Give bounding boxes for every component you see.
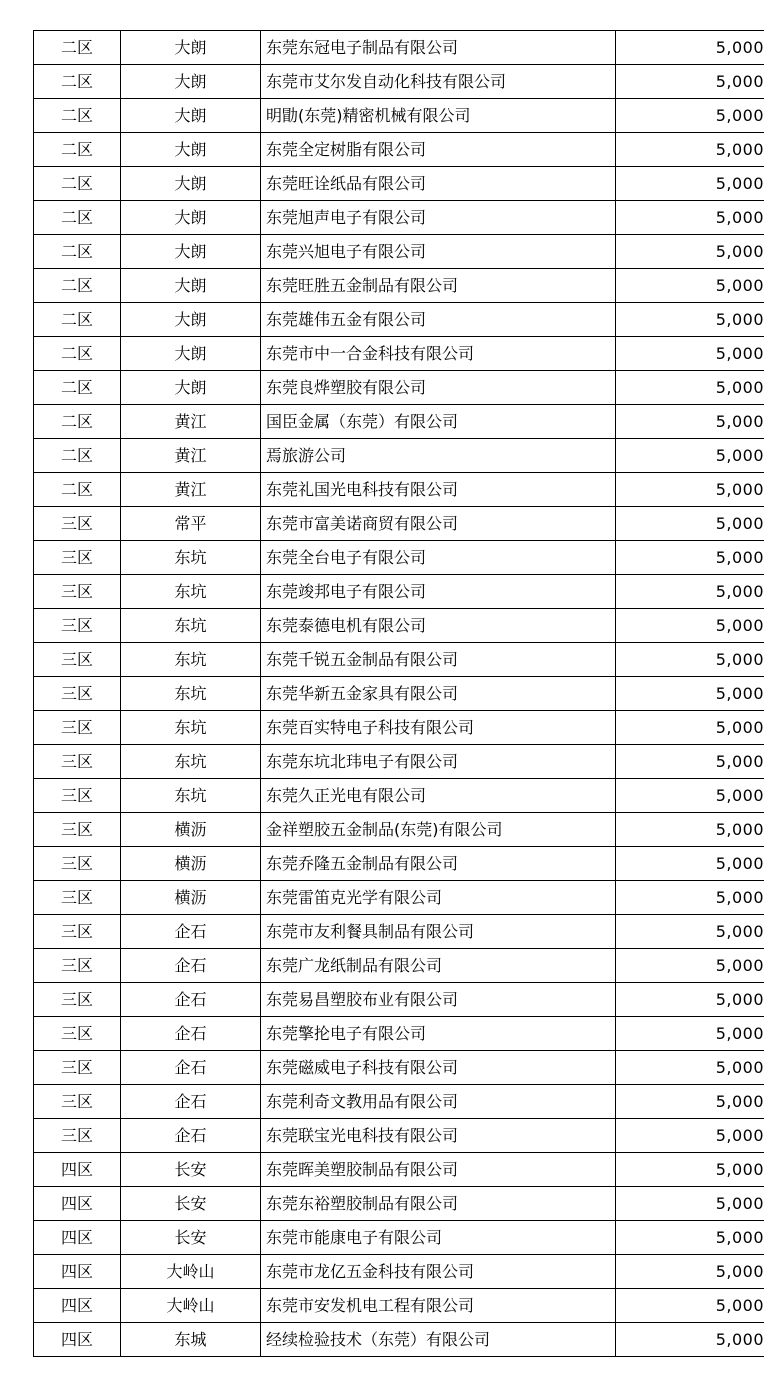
district-cell: 三区 xyxy=(34,1119,121,1153)
table-row xyxy=(34,779,764,813)
table-row xyxy=(34,575,764,609)
company-name-cell: 东莞旭声电子有限公司 xyxy=(261,201,616,235)
town-cell: 企石 xyxy=(121,915,261,949)
company-name-cell: 东莞市艾尔发自动化科技有限公司 xyxy=(261,65,616,99)
table-row xyxy=(34,1051,764,1085)
company-name-cell: 东莞良烨塑胶有限公司 xyxy=(261,371,616,405)
company-name-cell: 东莞东冠电子制品有限公司 xyxy=(261,31,616,65)
company-name-cell: 东莞全定树脂有限公司 xyxy=(261,133,616,167)
amount-cell: 5,000 xyxy=(616,1119,764,1153)
amount-cell: 5,000 xyxy=(616,439,764,473)
town-cell: 大朗 xyxy=(121,167,261,201)
company-name-cell: 东莞久正光电有限公司 xyxy=(261,779,616,813)
town-cell: 大朗 xyxy=(121,303,261,337)
district-cell: 三区 xyxy=(34,847,121,881)
town-cell: 大朗 xyxy=(121,201,261,235)
town-cell: 东坑 xyxy=(121,677,261,711)
amount-cell: 5,000 xyxy=(616,643,764,677)
amount-cell: 5,000 xyxy=(616,201,764,235)
district-cell: 四区 xyxy=(34,1323,121,1357)
amount-cell: 5,000 xyxy=(616,779,764,813)
company-name-cell: 东莞华新五金家具有限公司 xyxy=(261,677,616,711)
company-name-cell: 东莞乔隆五金制品有限公司 xyxy=(261,847,616,881)
table-row xyxy=(34,31,764,65)
company-name-cell: 国臣金属（东莞）有限公司 xyxy=(261,405,616,439)
district-cell: 三区 xyxy=(34,609,121,643)
company-name-cell: 东莞竣邦电子有限公司 xyxy=(261,575,616,609)
table-row xyxy=(34,405,764,439)
amount-cell: 5,000 xyxy=(616,65,764,99)
table-row xyxy=(34,1255,764,1289)
table-row xyxy=(34,983,764,1017)
table-row xyxy=(34,439,764,473)
town-cell: 大岭山 xyxy=(121,1255,261,1289)
table-row xyxy=(34,371,764,405)
town-cell: 企石 xyxy=(121,1085,261,1119)
table-row xyxy=(34,269,764,303)
amount-cell: 5,000 xyxy=(616,983,764,1017)
district-cell: 三区 xyxy=(34,507,121,541)
town-cell: 东坑 xyxy=(121,541,261,575)
amount-cell: 5,000 xyxy=(616,99,764,133)
amount-cell: 5,000 xyxy=(616,915,764,949)
district-cell: 三区 xyxy=(34,745,121,779)
table-row xyxy=(34,609,764,643)
district-cell: 二区 xyxy=(34,201,121,235)
town-cell: 企石 xyxy=(121,949,261,983)
table-row xyxy=(34,711,764,745)
district-cell: 三区 xyxy=(34,779,121,813)
table-row xyxy=(34,1153,764,1187)
district-cell: 二区 xyxy=(34,371,121,405)
company-name-cell: 东莞市能康电子有限公司 xyxy=(261,1221,616,1255)
company-name-cell: 东莞利奇文教用品有限公司 xyxy=(261,1085,616,1119)
company-name-cell: 东莞广龙纸制品有限公司 xyxy=(261,949,616,983)
amount-cell: 5,000 xyxy=(616,847,764,881)
town-cell: 长安 xyxy=(121,1221,261,1255)
table-row xyxy=(34,1289,764,1323)
town-cell: 东坑 xyxy=(121,643,261,677)
town-cell: 大岭山 xyxy=(121,1289,261,1323)
town-cell: 长安 xyxy=(121,1187,261,1221)
district-cell: 二区 xyxy=(34,473,121,507)
district-cell: 四区 xyxy=(34,1187,121,1221)
table-row xyxy=(34,337,764,371)
town-cell: 黄江 xyxy=(121,405,261,439)
amount-cell: 5,000 xyxy=(616,1051,764,1085)
amount-cell: 5,000 xyxy=(616,677,764,711)
company-name-cell: 东莞市龙亿五金科技有限公司 xyxy=(261,1255,616,1289)
town-cell: 大朗 xyxy=(121,337,261,371)
amount-cell: 5,000 xyxy=(616,949,764,983)
amount-cell: 5,000 xyxy=(616,881,764,915)
district-cell: 二区 xyxy=(34,405,121,439)
town-cell: 大朗 xyxy=(121,65,261,99)
town-cell: 横沥 xyxy=(121,813,261,847)
table-row xyxy=(34,167,764,201)
district-cell: 三区 xyxy=(34,983,121,1017)
table-body xyxy=(34,31,764,1357)
district-cell: 三区 xyxy=(34,575,121,609)
amount-cell: 5,000 xyxy=(616,31,764,65)
district-cell: 二区 xyxy=(34,167,121,201)
town-cell: 黄江 xyxy=(121,439,261,473)
amount-cell: 5,000 xyxy=(616,167,764,201)
company-name-cell: 东莞泰德电机有限公司 xyxy=(261,609,616,643)
table-row xyxy=(34,847,764,881)
table-row xyxy=(34,201,764,235)
district-cell: 三区 xyxy=(34,881,121,915)
company-name-cell: 东莞旺诠纸品有限公司 xyxy=(261,167,616,201)
town-cell: 大朗 xyxy=(121,269,261,303)
company-name-cell: 东莞擎抡电子有限公司 xyxy=(261,1017,616,1051)
company-name-cell: 东莞千锐五金制品有限公司 xyxy=(261,643,616,677)
company-name-cell: 东莞兴旭电子有限公司 xyxy=(261,235,616,269)
district-cell: 二区 xyxy=(34,65,121,99)
table-row xyxy=(34,473,764,507)
district-cell: 四区 xyxy=(34,1153,121,1187)
table-row xyxy=(34,1085,764,1119)
table-row xyxy=(34,1017,764,1051)
table-row xyxy=(34,745,764,779)
table-row xyxy=(34,235,764,269)
company-name-cell: 经续检验技术（东莞）有限公司 xyxy=(261,1323,616,1357)
enterprise-list-table xyxy=(33,30,764,1357)
town-cell: 东城 xyxy=(121,1323,261,1357)
district-cell: 二区 xyxy=(34,303,121,337)
district-cell: 三区 xyxy=(34,813,121,847)
amount-cell: 5,000 xyxy=(616,1017,764,1051)
amount-cell: 5,000 xyxy=(616,575,764,609)
table-row xyxy=(34,1119,764,1153)
town-cell: 企石 xyxy=(121,983,261,1017)
table-row xyxy=(34,643,764,677)
district-cell: 三区 xyxy=(34,711,121,745)
town-cell: 横沥 xyxy=(121,847,261,881)
company-name-cell: 东莞全台电子有限公司 xyxy=(261,541,616,575)
town-cell: 东坑 xyxy=(121,575,261,609)
town-cell: 常平 xyxy=(121,507,261,541)
district-cell: 二区 xyxy=(34,31,121,65)
town-cell: 黄江 xyxy=(121,473,261,507)
amount-cell: 5,000 xyxy=(616,745,764,779)
table-row xyxy=(34,65,764,99)
amount-cell: 5,000 xyxy=(616,1289,764,1323)
town-cell: 大朗 xyxy=(121,133,261,167)
district-cell: 二区 xyxy=(34,439,121,473)
amount-cell: 5,000 xyxy=(616,1187,764,1221)
table-row xyxy=(34,813,764,847)
company-name-cell: 东莞晖美塑胶制品有限公司 xyxy=(261,1153,616,1187)
company-name-cell: 东莞雷笛克光学有限公司 xyxy=(261,881,616,915)
company-name-cell: 东莞易昌塑胶布业有限公司 xyxy=(261,983,616,1017)
company-name-cell: 焉旅游公司 xyxy=(261,439,616,473)
town-cell: 企石 xyxy=(121,1119,261,1153)
table-row xyxy=(34,133,764,167)
amount-cell: 5,000 xyxy=(616,1255,764,1289)
company-name-cell: 东莞百实特电子科技有限公司 xyxy=(261,711,616,745)
district-cell: 三区 xyxy=(34,677,121,711)
district-cell: 三区 xyxy=(34,1017,121,1051)
district-cell: 三区 xyxy=(34,915,121,949)
table-row xyxy=(34,915,764,949)
company-name-cell: 明勖(东莞)精密机械有限公司 xyxy=(261,99,616,133)
amount-cell: 5,000 xyxy=(616,541,764,575)
table-row xyxy=(34,677,764,711)
district-cell: 四区 xyxy=(34,1221,121,1255)
amount-cell: 5,000 xyxy=(616,303,764,337)
table-row xyxy=(34,1221,764,1255)
town-cell: 大朗 xyxy=(121,99,261,133)
company-name-cell: 东莞市中一合金科技有限公司 xyxy=(261,337,616,371)
town-cell: 大朗 xyxy=(121,371,261,405)
district-cell: 二区 xyxy=(34,235,121,269)
district-cell: 三区 xyxy=(34,1051,121,1085)
district-cell: 二区 xyxy=(34,337,121,371)
table-row xyxy=(34,507,764,541)
amount-cell: 5,000 xyxy=(616,269,764,303)
town-cell: 东坑 xyxy=(121,711,261,745)
company-name-cell: 东莞旺胜五金制品有限公司 xyxy=(261,269,616,303)
company-name-cell: 东莞市富美诺商贸有限公司 xyxy=(261,507,616,541)
company-name-cell: 东莞东坑北玮电子有限公司 xyxy=(261,745,616,779)
district-cell: 四区 xyxy=(34,1255,121,1289)
table-row xyxy=(34,541,764,575)
company-name-cell: 东莞市安发机电工程有限公司 xyxy=(261,1289,616,1323)
company-name-cell: 东莞东裕塑胶制品有限公司 xyxy=(261,1187,616,1221)
company-name-cell: 东莞雄伟五金有限公司 xyxy=(261,303,616,337)
company-name-cell: 东莞磁威电子科技有限公司 xyxy=(261,1051,616,1085)
town-cell: 东坑 xyxy=(121,609,261,643)
district-cell: 三区 xyxy=(34,949,121,983)
amount-cell: 5,000 xyxy=(616,473,764,507)
district-cell: 二区 xyxy=(34,269,121,303)
amount-cell: 5,000 xyxy=(616,235,764,269)
amount-cell: 5,000 xyxy=(616,1323,764,1357)
company-name-cell: 东莞联宝光电科技有限公司 xyxy=(261,1119,616,1153)
amount-cell: 5,000 xyxy=(616,711,764,745)
amount-cell: 5,000 xyxy=(616,609,764,643)
town-cell: 东坑 xyxy=(121,745,261,779)
district-cell: 三区 xyxy=(34,541,121,575)
amount-cell: 5,000 xyxy=(616,1085,764,1119)
table-row xyxy=(34,303,764,337)
table-row xyxy=(34,1187,764,1221)
table-row xyxy=(34,881,764,915)
district-cell: 三区 xyxy=(34,1085,121,1119)
amount-cell: 5,000 xyxy=(616,405,764,439)
company-name-cell: 东莞礼国光电科技有限公司 xyxy=(261,473,616,507)
company-name-cell: 金祥塑胶五金制品(东莞)有限公司 xyxy=(261,813,616,847)
district-cell: 三区 xyxy=(34,643,121,677)
town-cell: 横沥 xyxy=(121,881,261,915)
district-cell: 四区 xyxy=(34,1289,121,1323)
town-cell: 东坑 xyxy=(121,779,261,813)
amount-cell: 5,000 xyxy=(616,371,764,405)
table-row xyxy=(34,949,764,983)
town-cell: 长安 xyxy=(121,1153,261,1187)
amount-cell: 5,000 xyxy=(616,133,764,167)
amount-cell: 5,000 xyxy=(616,813,764,847)
amount-cell: 5,000 xyxy=(616,337,764,371)
town-cell: 大朗 xyxy=(121,31,261,65)
amount-cell: 5,000 xyxy=(616,1221,764,1255)
amount-cell: 5,000 xyxy=(616,1153,764,1187)
district-cell: 二区 xyxy=(34,133,121,167)
amount-cell: 5,000 xyxy=(616,507,764,541)
table-row xyxy=(34,1323,764,1357)
district-cell: 二区 xyxy=(34,99,121,133)
town-cell: 企石 xyxy=(121,1051,261,1085)
table-row xyxy=(34,99,764,133)
town-cell: 大朗 xyxy=(121,235,261,269)
company-name-cell: 东莞市友利餐具制品有限公司 xyxy=(261,915,616,949)
town-cell: 企石 xyxy=(121,1017,261,1051)
